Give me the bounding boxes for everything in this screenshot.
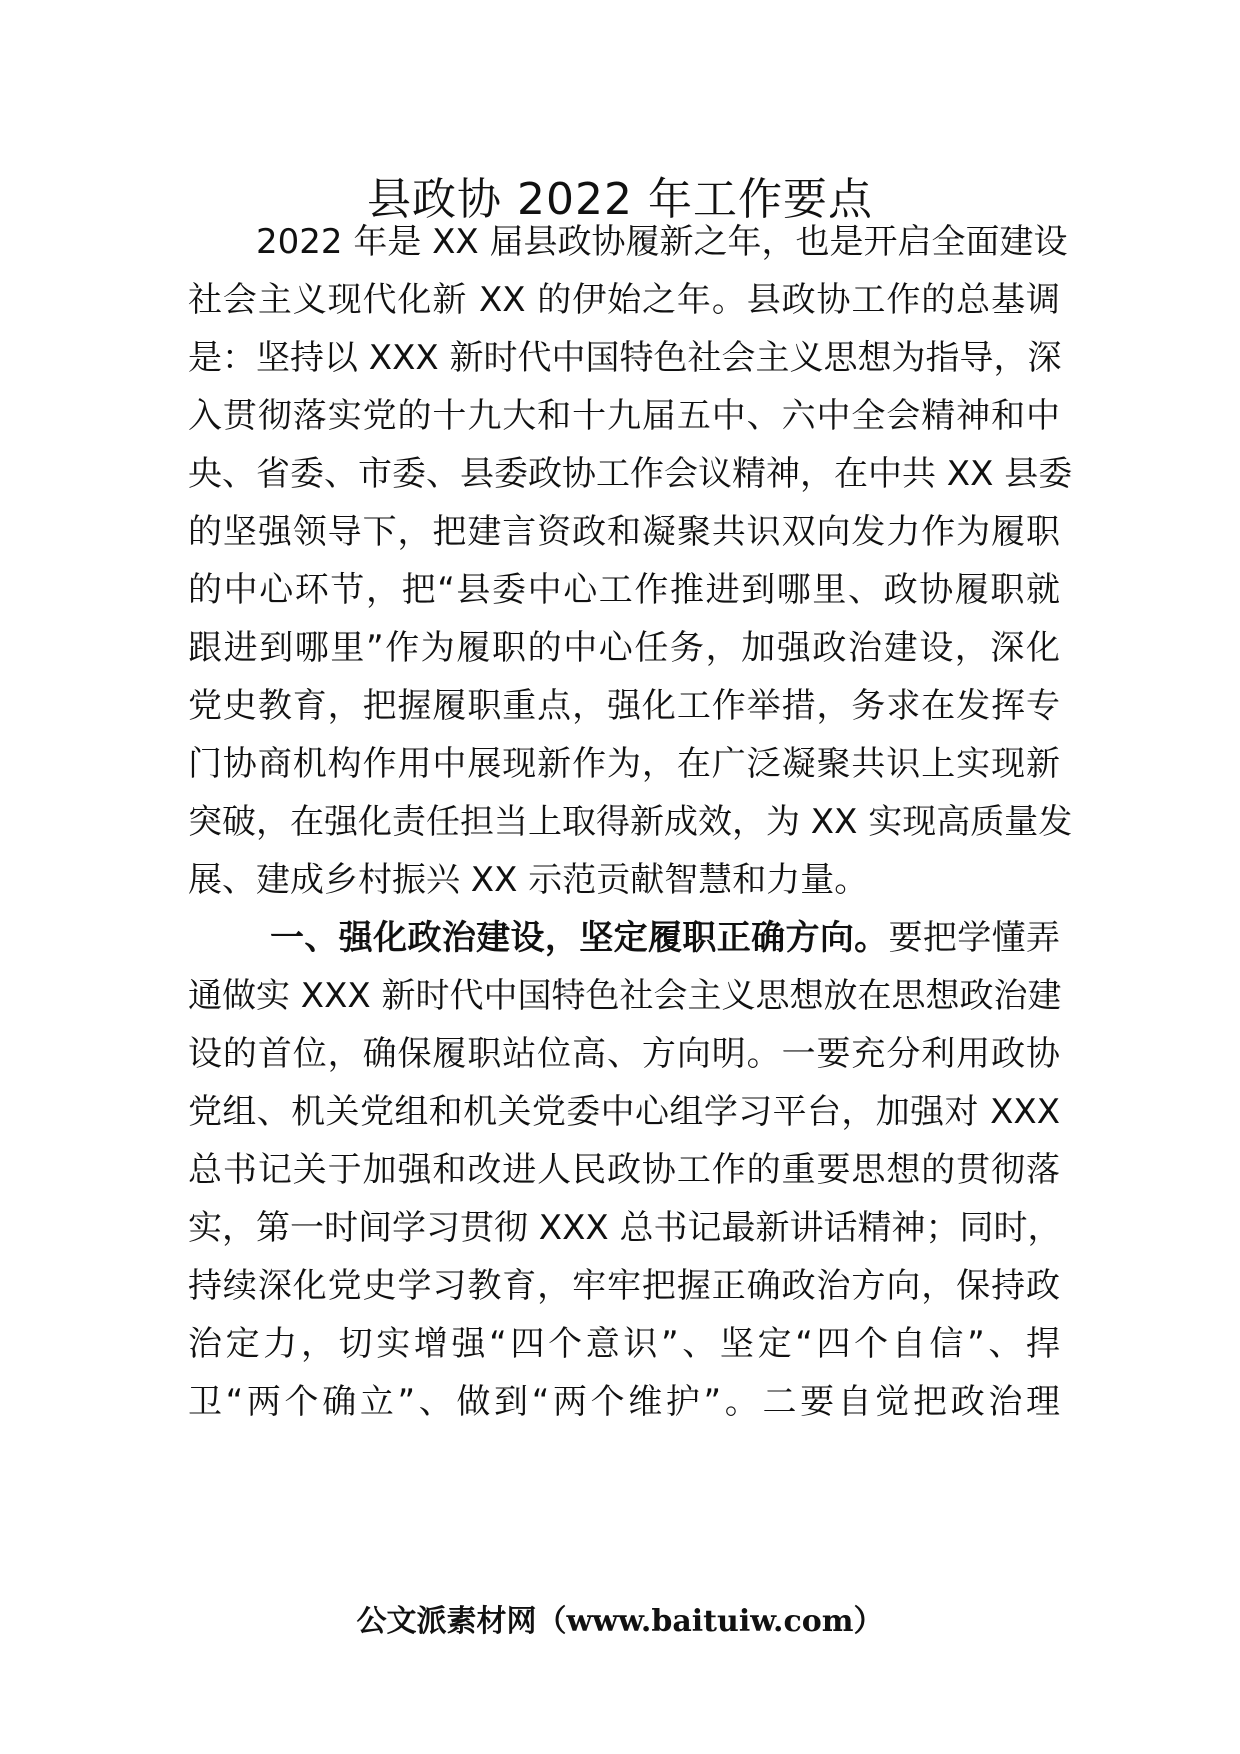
paragraph-line: 门协商机构作用中展现新作为，在广泛凝聚共识上实现新 <box>188 744 1060 784</box>
paragraph-line: 总书记关于加强和改进人民政协工作的重要思想的贯彻落 <box>188 1150 1060 1190</box>
paragraph-line: 实，第一时间学习贯彻 XXX 总书记最新讲话精神；同时， <box>188 1208 1062 1248</box>
paragraph-line: 展、建成乡村振兴 XX 示范贡献智慧和力量。 <box>188 860 869 900</box>
paragraph-line: 跟进到哪里”作为履职的中心任务，加强政治建设，深化 <box>188 628 1060 668</box>
section-heading-continuation: 要把学懂弄 <box>888 918 1061 958</box>
paragraph-line: 入贯彻落实党的十九大和十九届五中、六中全会精神和中 <box>188 396 1060 436</box>
paragraph-line: 卫“两个确立”、做到“两个维护”。二要自觉把政治理 <box>188 1382 1060 1422</box>
paragraph-line: 通做实 XXX 新时代中国特色社会主义思想放在思想政治建 <box>188 976 1062 1016</box>
paragraph-line: 突破，在强化责任担当上取得新成效，为 XX 实现高质量发 <box>188 802 1073 842</box>
section-heading: 一、强化政治建设，坚定履职正确方向。 <box>270 918 889 958</box>
paragraph-line: 2022 年是 XX 届县政协履新之年，也是开启全面建设 <box>256 222 1068 262</box>
paragraph-line: 的中心环节，把“县委中心工作推进到哪里、政协履职就 <box>188 570 1060 610</box>
paragraph-first-line <box>270 906 1060 970</box>
paragraph-line: 是：坚持以 XXX 新时代中国特色社会主义思想为指导，深 <box>188 338 1062 378</box>
paragraph-line: 社会主义现代化新 XX 的伊始之年。县政协工作的总基调 <box>188 280 1060 320</box>
paragraph-line: 党组、机关党组和机关党委中心组学习平台，加强对 XXX <box>188 1092 1060 1132</box>
paragraph-line: 治定力，切实增强“四个意识”、坚定“四个自信”、捍 <box>188 1324 1060 1364</box>
paragraph-line: 设的首位，确保履职站位高、方向明。一要充分利用政协 <box>188 1034 1060 1074</box>
paragraph-line: 央、省委、市委、县委政协工作会议精神，在中共 XX 县委 <box>188 454 1073 494</box>
paragraph-line: 党史教育，把握履职重点，强化工作举措，务求在发挥专 <box>188 686 1060 726</box>
paragraph-line: 持续深化党史学习教育，牢牢把握正确政治方向，保持政 <box>188 1266 1060 1306</box>
paragraph-line: 的坚强领导下，把建言资政和凝聚共识双向发力作为履职 <box>188 512 1060 552</box>
footer-watermark: 公文派素材网（www.baituiw.com） <box>356 1604 884 1639</box>
document-title: 县政协 2022 年工作要点 <box>367 174 873 225</box>
